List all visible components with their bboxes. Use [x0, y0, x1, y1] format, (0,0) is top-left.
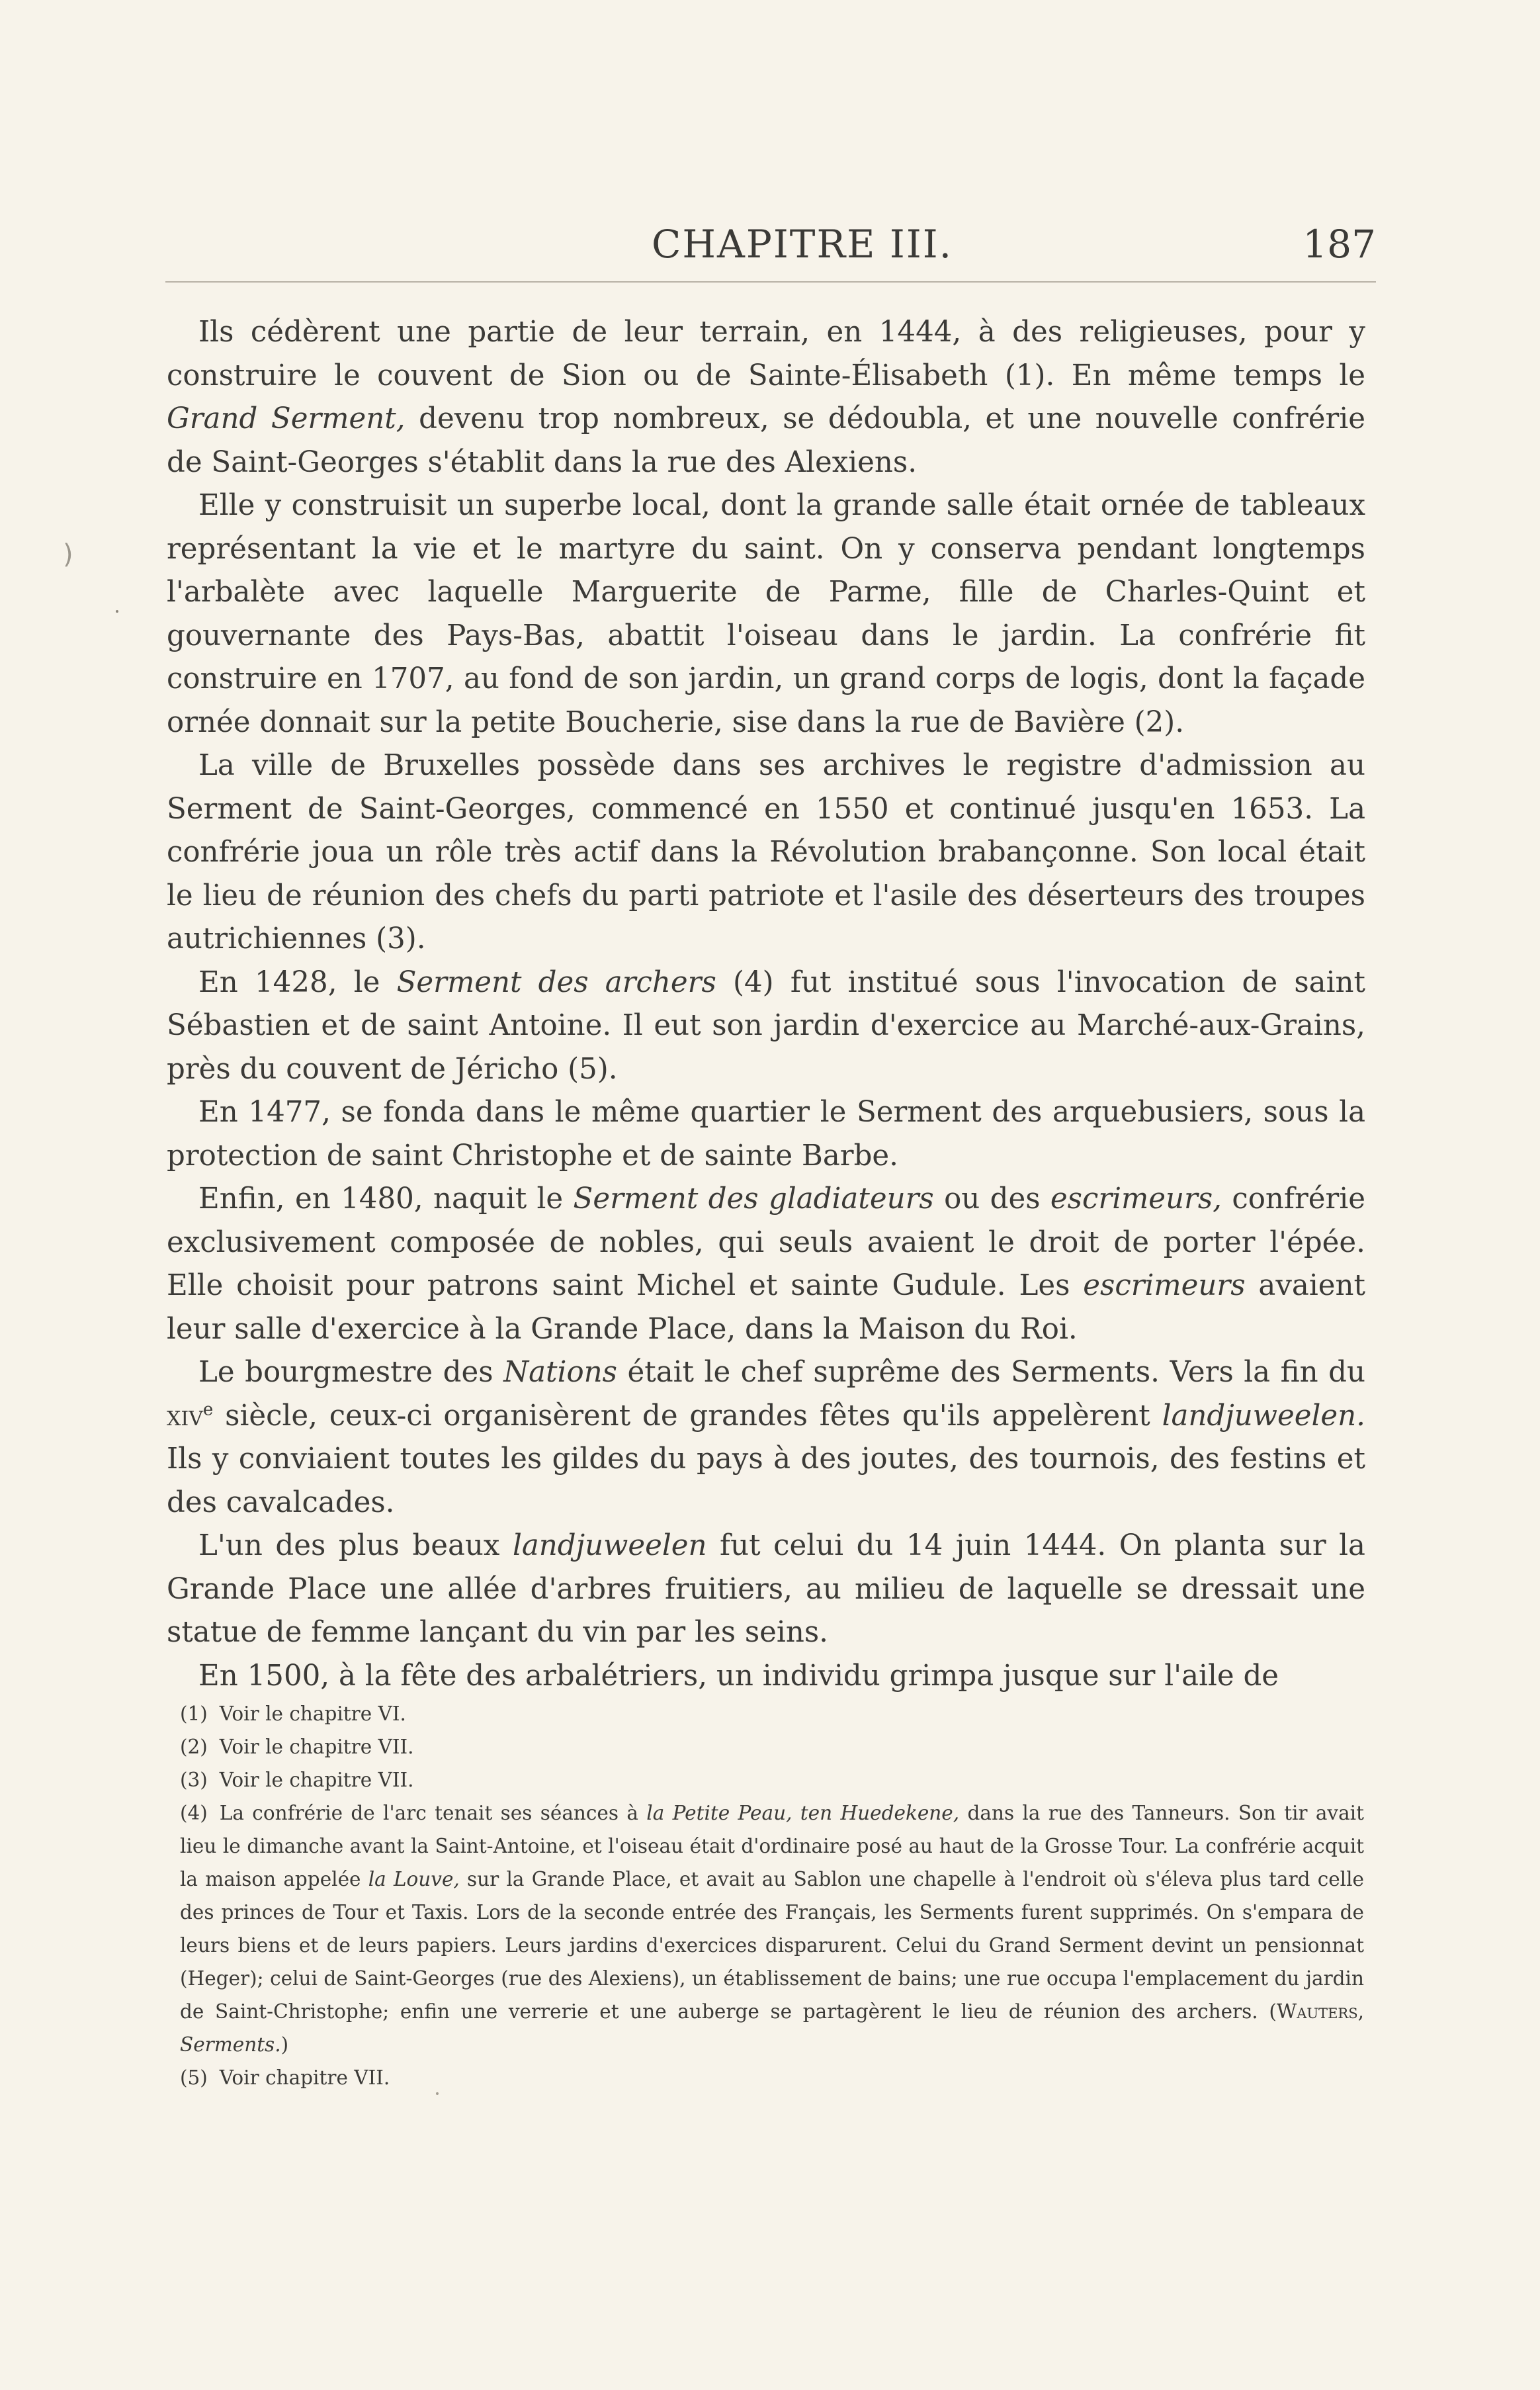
- header-rule: [165, 281, 1376, 283]
- footnote-marker: (2): [180, 1736, 208, 1758]
- author-name: Wauters: [1276, 2000, 1358, 2023]
- paragraph-text: (4) fut institué sous l'invocation de saint Sébastien et de saint Antoine. Il eut son jardin d'exercice au Marché-aux-Grains, près du couvent de Jéricho (5).: [167, 965, 1365, 1086]
- italic-text: la Louve,: [368, 1868, 460, 1890]
- footnote-text: Voir le chapitre VII.: [219, 1769, 414, 1791]
- page-header: [165, 218, 1376, 278]
- paragraph-5: En 1477, se fonda dans le même quartier le Serment des arquebusiers, sous la protection de saint Christophe et de sainte Barbe.: [167, 1096, 1365, 1173]
- ordinal-superscript: e: [202, 1399, 214, 1419]
- paragraph-3: La ville de Bruxelles possède dans ses archives le registre d'admission au Serment de Saint-Georges, commencé en 1550 et continué jusqu'en 1653. La confrérie joua un rôle très actif dans la Révolution brabançonne. Son local était le lieu de réunion des chefs du parti patriote et l'asile des déserteurs des troupes autrichiennes (3).: [167, 749, 1365, 955]
- footnote-marker: (4): [180, 1802, 208, 1824]
- italic-text: landjuweelen.: [1162, 1399, 1365, 1433]
- italic-text: Serment des gladiateurs: [573, 1182, 934, 1216]
- paragraph-text: était le chef suprême des Serments. Vers la fin du: [617, 1356, 1365, 1389]
- paragraph-text: En 1428, le: [198, 965, 397, 999]
- paragraph-text: Ils cédèrent une partie de leur terrain, en 1444, à des religieuses, pour y construire le couvent de Sion ou de Sainte-Élisabeth (1). En même temps le: [167, 316, 1365, 392]
- paragraph-text: L'un des plus beaux: [198, 1529, 513, 1562]
- margin-dot: [116, 610, 118, 613]
- paragraph-4: [167, 961, 1365, 1092]
- margin-mark: ): [63, 539, 73, 570]
- paragraph-7: [167, 1351, 1365, 1525]
- footnote-text: Voir le chapitre VI.: [219, 1703, 406, 1725]
- footnote-4: [180, 1796, 1364, 2061]
- paragraph-8: [167, 1525, 1365, 1655]
- footnote-marker: (3): [180, 1769, 208, 1791]
- italic-text: Grand Serment,: [167, 402, 406, 435]
- footnote-text: Voir le chapitre VII.: [219, 1736, 414, 1758]
- main-text: [167, 311, 1365, 1698]
- page-number: 187: [1303, 222, 1376, 267]
- paragraph-6: [167, 1178, 1365, 1351]
- footnote-text: Voir chapitre VII.: [219, 2066, 390, 2089]
- footnote-3: [180, 1763, 1364, 1796]
- footnote-5: [180, 2061, 1364, 2094]
- footnote-text: ,: [1357, 2000, 1364, 2023]
- paragraph-1: [167, 311, 1365, 484]
- footnote-marker: (5): [180, 2066, 208, 2089]
- footnote-1: [180, 1697, 1364, 1730]
- footnote-text: sur la Grande Place, et avait au Sablon une chapelle à l'endroit où s'éleva plus tard celle des princes de Tour et Taxis. Lors de la seconde entrée des Français, les Serments furent supprimés. On s'empara de leurs biens et de leurs papiers. Leurs jardins d'exercices disparurent. Celui du Grand Serment devint un pensionnat (Heger); celui de Saint-Georges (rue des Alexiens), un établissement de bains; une rue occupa l'emplacement du jardin de Saint-Christophe; enfin une verrerie et une auberge se partagèrent le lieu de réunion des archers. (: [180, 1868, 1364, 2023]
- italic-text: la Petite Peau, ten Huedekene,: [646, 1802, 960, 1824]
- paragraph-text: Le bourgmestre des: [198, 1356, 504, 1389]
- paragraph-text: Ils y conviaient toutes les gildes du pays à des joutes, des tournois, des festins et des cavalcades.: [167, 1442, 1365, 1519]
- italic-text: Serments.: [180, 2033, 281, 2056]
- paragraph-text: avaient leur salle d'exercice à la Grande Place, dans la Maison du Roi.: [167, 1269, 1365, 1346]
- footnote-text: ): [280, 2033, 289, 2056]
- footnote-text: La confrérie de l'arc tenait ses séances à: [219, 1802, 647, 1824]
- italic-text: escrimeurs,: [1050, 1182, 1222, 1216]
- chapter-title: CHAPITRE III.: [652, 222, 953, 267]
- footnote-2: [180, 1730, 1364, 1763]
- century-numeral: xiv: [167, 1399, 203, 1433]
- paragraph-text: devenu trop nombreux, se dédoubla, et une nouvelle confrérie de Saint-Georges s'établit dans la rue des Alexiens.: [167, 402, 1365, 479]
- paragraph-2: Elle y construisit un superbe local, dont la grande salle était ornée de tableaux représentant la vie et le martyre du saint. On y conserva pendant longtemps l'arbalète avec laquelle Marguerite de Parme, fille de Charles-Quint et gouvernante des Pays-Bas, abattit l'oiseau dans le jardin. La confrérie fit construire en 1707, au fond de son jardin, un grand corps de logis, dont la façade ornée donnait sur la petite Boucherie, sise dans la rue de Bavière (2).: [167, 489, 1365, 739]
- footnotes: [180, 1697, 1364, 2094]
- paragraph-text: Enfin, en 1480, naquit le: [198, 1182, 574, 1216]
- paragraph-text: confrérie exclusivement composée de nobles, qui seuls avaient le droit de porter l'épée. Elle choisit pour patrons saint Michel et sainte Gudule. Les: [167, 1182, 1365, 1302]
- paragraph-text: siècle, ceux-ci organisèrent de grandes fêtes qu'ils appelèrent: [213, 1399, 1162, 1433]
- italic-text: Serment des archers: [396, 965, 716, 999]
- paragraph-text: ou des: [933, 1182, 1050, 1216]
- paragraph-text: fut celui du 14 juin 1444. On planta sur la Grande Place une allée d'arbres fruitiers, au milieu de laquelle se dressait une statue de femme lançant du vin par les seins.: [167, 1529, 1365, 1649]
- italic-text: escrimeurs: [1083, 1269, 1246, 1302]
- footnote-text: dans la rue des Tanneurs. Son tir avait lieu le dimanche avant la Saint-Antoine, et l'oiseau était d'ordinaire posé au haut de la Grosse Tour. La confrérie acquit la maison appelée: [180, 1802, 1364, 1890]
- italic-text: Nations: [503, 1356, 617, 1389]
- paragraph-9: En 1500, à la fête des arbalétriers, un individu grimpa jusque sur l'aile de: [198, 1659, 1279, 1693]
- italic-text: landjuweelen: [512, 1529, 707, 1562]
- footnote-marker: (1): [180, 1703, 208, 1725]
